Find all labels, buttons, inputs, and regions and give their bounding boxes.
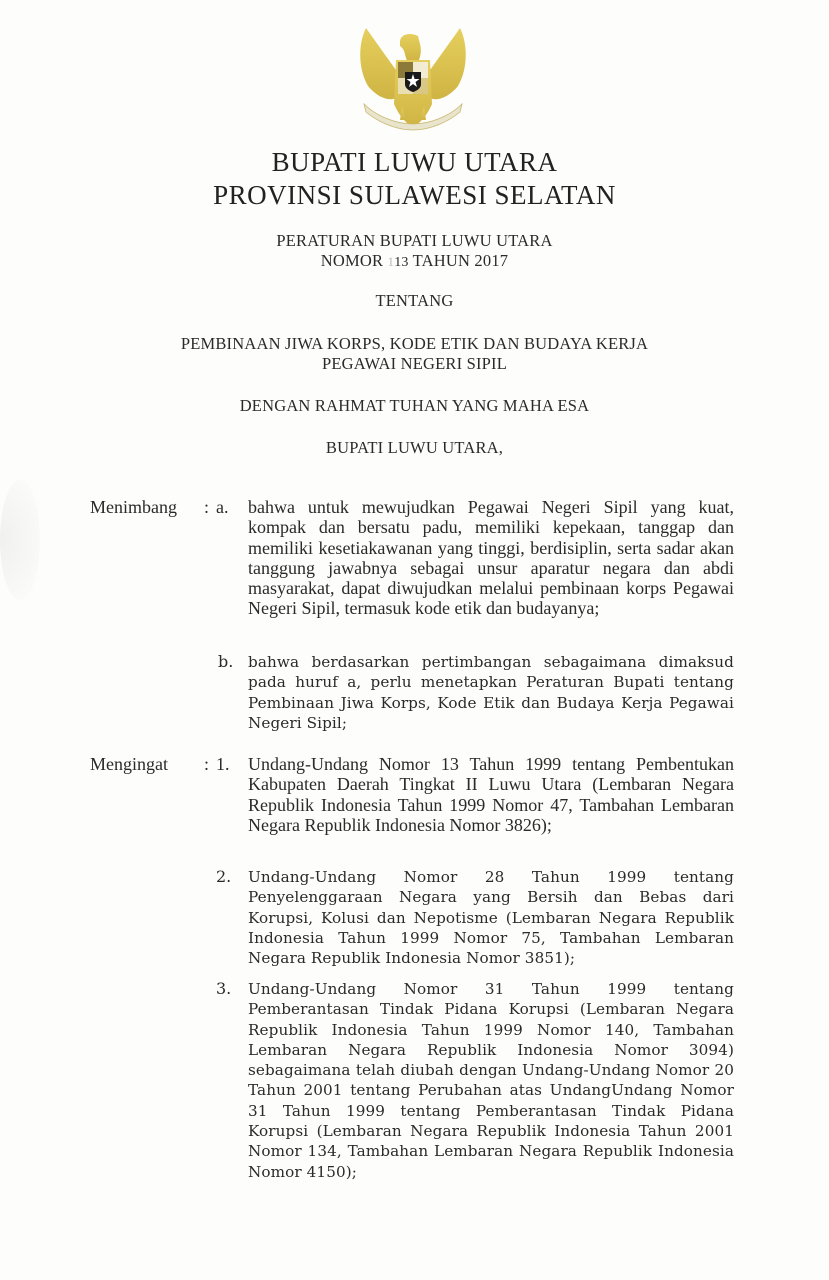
- item-marker: a.: [216, 497, 229, 517]
- nomor-suffix: TAHUN 2017: [412, 251, 509, 270]
- menimbang-item-a: bahwa untuk mewujudkan Pegawai Negeri Sipil yang kuat, kompak dan bersatu padu, memiliki kepekaan, tanggap dan memiliki kesetiakawanan yang tinggi, berdisiplin, serta sadar akan tanggung jawabnya sebagai unsur aparatur negara dan abdi masyarakat, dapat diwujudkan melalui pembinaan korps Pegawai Negeri Sipil, termasuk kode etik dan budayanya;: [248, 497, 734, 619]
- regulation-title: PERATURAN BUPATI LUWU UTARA: [276, 231, 553, 250]
- item-marker: 3.: [216, 979, 232, 998]
- header-line2: PROVINSI SULAWESI SELATAN: [213, 180, 616, 210]
- item-marker: 2.: [216, 867, 232, 886]
- mengingat-colon: :: [204, 754, 210, 774]
- authority: BUPATI LUWU UTARA,: [325, 438, 504, 457]
- subject-line2: PEGAWAI NEGERI SIPIL: [321, 354, 508, 373]
- nomor-prefix: NOMOR: [320, 251, 384, 270]
- regulation-number: [0, 251, 829, 273]
- tentang-label: TENTANG: [375, 291, 454, 310]
- mengingat-item-2: Undang-Undang Nomor 28 Tahun 1999 tentang Penyelenggaraan Negara yang Bersih dan Bebas dari Korupsi, Kolusi dan Nepotisme (Lembaran Negara Republik Indonesia Tahun 1999 Nomor 75, Tambahan Lembaran Negara Republik Indonesia Nomor 3851);: [248, 868, 734, 968]
- mengingat-item-3: Undang-Undang Nomor 31 Tahun 1999 tentang Pemberantasan Tindak Pidana Korupsi (Lembaran Negara Republik Indonesia Tahun 1999 Nomor 140, Tambahan Lembaran Negara Republik Indonesia Nomor 3094) sebagaimana telah diubah dengan Undang-Undang Nomor 20 Tahun 2001 tentang Perubahan atas UndangUndang Nomor 31 Tahun 1999 tentang Pemberantasan Tindak Pidana Korupsi (Lembaran Negara Republik Indonesia Tahun 2001 Nomor 134, Tambahan Lembaran Negara Republik Indonesia Nomor 4150);: [248, 980, 734, 1181]
- menimbang-label: Menimbang: [90, 497, 177, 517]
- garuda-emblem-icon: [356, 24, 470, 136]
- header-line1: BUPATI LUWU UTARA: [271, 147, 558, 177]
- scan-shadow: [0, 480, 40, 600]
- item-marker: 1.: [216, 754, 230, 774]
- invocation: DENGAN RAHMAT TUHAN YANG MAHA ESA: [239, 396, 590, 415]
- menimbang-colon: :: [204, 497, 210, 517]
- mengingat-item-1: Undang-Undang Nomor 13 Tahun 1999 tentang Pembentukan Kabupaten Daerah Tingkat II Luwu Utara (Lembaran Negara Republik Indonesia Tahun 1999 Nomor 47, Tambahan Lembaran Negara Republik Indonesia Nomor 3826);: [248, 754, 734, 835]
- item-marker: b.: [218, 652, 234, 671]
- mengingat-label: Mengingat: [90, 754, 168, 774]
- nomor-mark: 1: [387, 254, 395, 269]
- nomor-value: 13: [394, 255, 409, 270]
- subject-line1: PEMBINAAN JIWA KORPS, KODE ETIK DAN BUDAYA KERJA: [180, 334, 649, 353]
- menimbang-item-b: bahwa berdasarkan pertimbangan sebagaimana dimaksud pada huruf a, perlu menetapkan Peraturan Bupati tentang Pembinaan Jiwa Korps, Kode Etik dan Budaya Kerja Pegawai Negeri Sipil;: [248, 653, 734, 732]
